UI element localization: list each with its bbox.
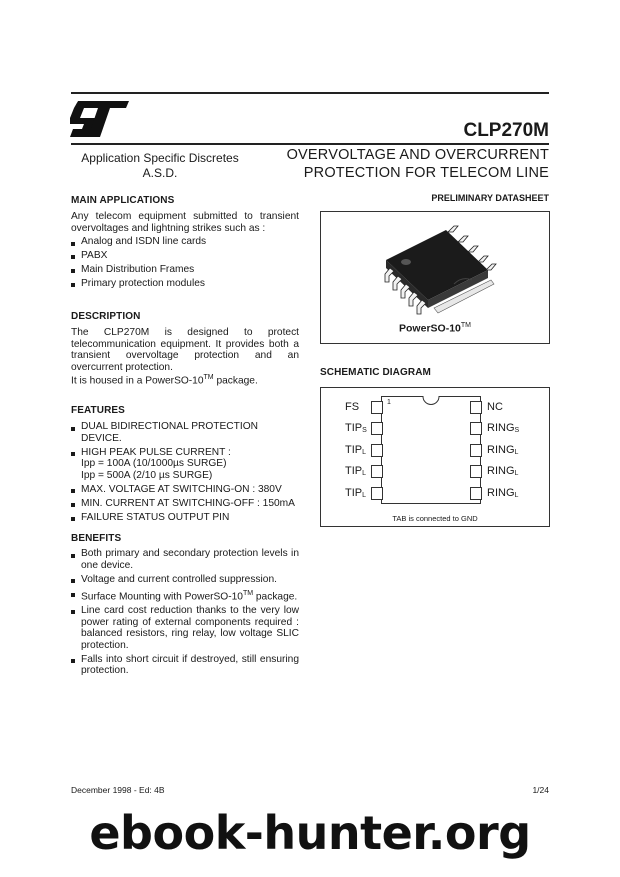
pin-nc: NC bbox=[487, 401, 503, 413]
pin-ring-l: $RING_L$ bbox=[487, 487, 519, 499]
pin-pad bbox=[371, 422, 383, 435]
package-label: PowerSO-10™ bbox=[399, 322, 471, 335]
pin-tip-l: $TIP_L$ bbox=[345, 444, 367, 456]
list-item: Voltage and current controlled suppression. bbox=[71, 574, 299, 586]
pin-ring-l: $RING_L$ bbox=[487, 444, 519, 456]
schematic-heading: SCHEMATIC DIAGRAM bbox=[320, 367, 431, 378]
pin-fs: FS bbox=[345, 401, 360, 413]
pin-pad bbox=[470, 444, 482, 457]
list-item: Surface Mounting with PowerSO-10™ package. bbox=[71, 588, 299, 603]
main-applications-list bbox=[71, 236, 299, 292]
watermark-text: ebook-hunter.org bbox=[89, 806, 531, 860]
description-text: The CLP270M is designed to protect telecommunication equipment. It provides both a transient overvoltage protection and an overcurrent protection. bbox=[71, 327, 299, 373]
pin-pad bbox=[470, 401, 482, 414]
features-list bbox=[71, 421, 301, 526]
list-item: DUAL BIDIRECTIONAL PROTECTION DEVICE. bbox=[71, 421, 301, 444]
list-item: Primary protection modules bbox=[71, 278, 299, 290]
asd-subtitle: Application Specific Discretes A.S.D. bbox=[81, 151, 239, 180]
pin-ring-s: $RING_S$ bbox=[487, 422, 520, 434]
tab-note: TAB is connected to GND bbox=[392, 514, 478, 523]
list-item: FAILURE STATUS OUTPUT PIN bbox=[71, 512, 301, 524]
pin-tip-l: $TIP_L$ bbox=[345, 465, 367, 477]
list-item: HIGH PEAK PULSE CURRENT : Ipp = 100A (10/1000µs SURGE) Ipp = 500A (2/10 µs SURGE) bbox=[71, 447, 301, 482]
footer-date: December 1998 - Ed: 4B bbox=[71, 785, 165, 795]
top-rule bbox=[71, 92, 549, 94]
list-item: Both primary and secondary protection levels in one device. bbox=[71, 548, 299, 571]
main-applications-intro: Any telecom equipment submitted to transient overvoltages and lightning strikes such as : bbox=[71, 211, 299, 234]
pin-pad bbox=[470, 487, 482, 500]
pin-pad bbox=[371, 401, 383, 414]
powerso10-package-image bbox=[376, 222, 501, 317]
pin-pad bbox=[470, 465, 482, 478]
description-heading: DESCRIPTION bbox=[71, 311, 141, 322]
list-item: MIN. CURRENT AT SWITCHING-OFF : 150mA bbox=[71, 498, 301, 510]
header-rule bbox=[71, 143, 549, 145]
list-item: Main Distribution Frames bbox=[71, 264, 299, 276]
pin-pad bbox=[371, 444, 383, 457]
document-title: OVERVOLTAGE AND OVERCURRENT PROTECTION FOR TELECOM LINE bbox=[286, 147, 549, 181]
pin1-marker: 1 bbox=[387, 399, 391, 406]
list-item: Line card cost reduction thanks to the very low power rating of external components required : balanced resistors, ring relay, low voltage SLIC protection. bbox=[71, 605, 299, 651]
pin-pad bbox=[470, 422, 482, 435]
list-item: Falls into short circuit if destroyed, still ensuring protection. bbox=[71, 654, 299, 677]
part-number: CLP270M bbox=[463, 120, 549, 141]
pin-pad bbox=[371, 487, 383, 500]
page-number: 1/24 bbox=[532, 785, 549, 795]
schematic-diagram bbox=[320, 387, 550, 527]
pin-tip-s: $TIP_S$ bbox=[345, 422, 367, 434]
package-image-frame bbox=[320, 211, 550, 344]
benefits-heading: BENEFITS bbox=[71, 533, 122, 544]
list-item: PABX bbox=[71, 250, 299, 262]
ic-body bbox=[381, 396, 481, 504]
main-applications-heading: MAIN APPLICATIONS bbox=[71, 195, 175, 206]
description-package-line: It is housed in a PowerSO-10™ package. bbox=[71, 374, 258, 387]
list-item: MAX. VOLTAGE AT SWITCHING-ON : 380V bbox=[71, 484, 301, 496]
preliminary-label: PRELIMINARY DATASHEET bbox=[431, 193, 549, 203]
list-item: Analog and ISDN line cards bbox=[71, 236, 299, 248]
benefits-list bbox=[71, 548, 299, 679]
pin-ring-l: $RING_L$ bbox=[487, 465, 519, 477]
pin-pad bbox=[371, 465, 383, 478]
st-logo bbox=[70, 100, 130, 138]
features-heading: FEATURES bbox=[71, 405, 125, 416]
pin-tip-l: $TIP_L$ bbox=[345, 487, 367, 499]
